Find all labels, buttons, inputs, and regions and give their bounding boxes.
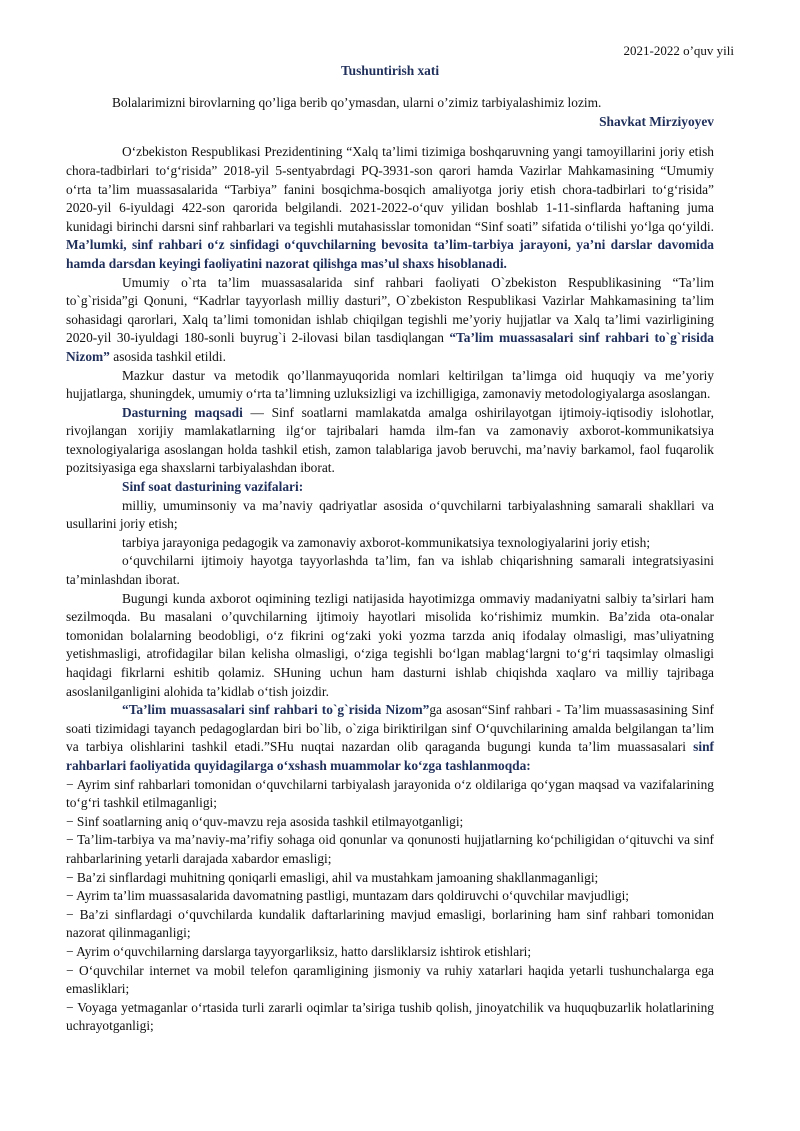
problems-list — [66, 776, 714, 1036]
task-item: milliy, umuminsoniy va ma’naviy qadriyatlar asosida o‘quvchilarni tarbiyalashning samarali shakllari va usullarini joriy etish; — [66, 497, 714, 532]
problem-item: − Ayrim o‘quvchilarning darslarga tayyorgarliksiz, hatto darsliklarsiz ishtirok etishlari; — [66, 943, 532, 959]
problem-item: − Ayrim sinf rahbarlari tomonidan o‘quvchilarni tarbiyalash jarayonida o‘z oldilariga qo‘ygan maqsad va vazifalarining to‘g‘ri tashkil etilmaganligi; — [66, 776, 714, 811]
legal-basis-text: Umumiy o`rta ta’lim muassasalarida sinf rahbari faoliyati O`zbekiston Respublikasining “Ta’lim to`g`risida”gi Qonuni, “Kadrlar tayyorlash milliy dasturi”, O`zbekiston Respublikasi Vazirlar Mahkamasining ta’lim sohasidagi qarorlari, Xalq ta’limi tomonidan ishlab chiqilgan tegishli me’yoriy hujjatlar va Xalq ta’limi vazirligining 2020-yil 30-iyuldagi 180-sonli buyrug`i 2-ilovasi bilan tasdiqlangan — [66, 274, 714, 346]
document-title: Tushuntirish xati — [340, 62, 440, 78]
problem-item: − Ta’lim-tarbiya va ma’naviy-ma’rifiy sohaga oid qonunlar va qonunosti hujjatlarning ko‘pchiligidan o‘qituvchi va sinf rahbarlarining yetarli darajada xabardor emasligi; — [66, 832, 714, 866]
paragraph-goal — [66, 404, 714, 478]
paragraph-intro-emphasis: Ma’lumki, sinf rahbari o‘z sinfidagi o‘quvchilarning bevosita ta’lim-tarbiya jarayoni, ya’ni darslar davomida hamda darsdan keyingi faoliyatini nazorat qilishga mas’ul shaxs hisoblanadi. — [66, 237, 714, 271]
problems-intro: sinf rahbarlari faoliyatida quyidagilarga o‘xshash muammolar ko‘zga tashlanmoqda: — [66, 739, 714, 773]
nizom-title: “Ta’lim muassasalari sinf rahbari to`g`risida Nizom” — [122, 702, 430, 718]
problem-item: − Ayrim ta’lim muassasalarida davomatning pastligi, muntazam dars qoldiruvchi o‘quvchilar mavjudligi; — [66, 888, 630, 904]
paragraph-nizom — [66, 701, 714, 775]
task-item: o‘quvchilarni ijtimoiy hayotga tayyorlashda ta’lim, fan va ishlab chiqarishning samarali integratsiyasini ta’minlashdan iborat. — [66, 553, 714, 588]
epigraph-quote: Bolalarimizni birovlarning qo’liga berib qo’ymasdan, ularni o’zimiz tarbiyalashimiz lozim. — [112, 95, 602, 111]
problem-item: − O‘quvchilar internet va mobil telefon qaramligining jismoniy va ruhiy xatarlari haqida yetarli tushunchalarga ega emasliklari; — [66, 962, 714, 997]
problem-item: − Ba’zi sinflardagi o‘quvchilarda kundalik daftarlarining mavjud emasligi, borlarining ham sinf rahbari tomonidan nazorat qilinmaganligi; — [66, 906, 714, 941]
nizom-text: ga asosan“Sinf rahbari - Ta’lim muassasasining Sinf soati tizimidagi tayanch pedagoglardan biri bo`lib, o`ziga biriktirilgan sinf O‘quvchilarining amalda belgilangan ta’lim va tarbiya olishlarini tashkil etadi.”SHu nuqtai nazardan olib qaraganda bugungi kunda ta’lim muassasalari — [66, 702, 714, 755]
paragraph-intro — [66, 143, 714, 273]
epigraph-author: Shavkat Mirziyoyev — [599, 113, 714, 129]
goal-text: — Sinf soatlarni mamlakatda amalga oshirilayotgan ijtimoiy-iqtisodiy islohotlar, rivojlangan xorijiy mamlakatlarning ilg‘or tajribalari hamda ilm-fan va zamonaviy axborot-kommunikatsiya texnologiyalariga asoslangan holda tashkil etish, zamon talablariga javob beruvchi, ma’naviy barkamol, faol fuqarolik pozitsiyasiga ega shaxslarni tarbiyalashdan iborat. — [66, 404, 714, 476]
academic-year: 2021-2022 o’quv yili — [623, 43, 734, 58]
task-item: tarbiya jarayoniga pedagogik va zamonaviy axborot-kommunikatsiya texnologiyalarini joriy etish; — [122, 534, 651, 550]
legal-basis-nizom: “Ta’lim muassasalari sinf rahbari to`g`risida Nizom” — [66, 330, 714, 364]
goal-label: Dasturning maqsadi — [122, 404, 243, 420]
paragraph-methodology: Mazkur dastur va metodik qo’llanmayuqorida nomlari keltirilgan ta’limga oid huquqiy va me’yoriy hujjatlarga, shuningdek, umumiy o‘rta ta’limning uzluksizligi va izchilligiga, zamonaviy metodologiyalarga asoslangan. — [66, 367, 714, 402]
paragraph-legal-basis — [66, 274, 714, 367]
problem-item: − Ba’zi sinflardagi muhitning qoniqarli emasligi, ahil va mustahkam jamoaning shakllanmaganligi; — [66, 869, 599, 885]
tasks-heading: Sinf soat dasturining vazifalari: — [122, 479, 304, 495]
problem-item: − Voyaga yetmaganlar o‘rtasida turli zararli oqimlar ta’siriga tushib qolish, jinoyatchilik va huquqbuzarlik holatlarining uchrayotganligi; — [66, 999, 714, 1034]
paragraph-intro-text: O‘zbekiston Respublikasi Prezidentining “Xalq ta’limi tizimiga boshqaruvning yangi tamoyillarini joriy etish chora-tadbirlari to‘g‘risida” 2018-yil 5-sentyabrdagi PQ-3931-son qarori hamda Vazirlar Mahkamasining “Umumiy o‘rta ta’lim muassasalarida “Tarbiya” fanini bosqichma-bosqich amaliyotga joriy etish chora-tadbirlari to‘g‘risida” 2020-yil 6-iyuldagi 422-son qarorida belgilandi. 2021-2022-o‘quv yilidan boshlab 1-11-sinflarda haftaning juma kunidagi birinchi darsni sinf rahbarlari va tegishli mutahasisslar tomonidan “Sinf soati” sifatida o‘tilishi yo‘lga qo‘yildi. — [66, 144, 714, 234]
problem-item: − Sinf soatlarning aniq o‘quv-mavzu reja asosida tashkil etilmayotganligi; — [66, 813, 464, 829]
paragraph-context: Bugungi kunda axborot oqimining tezligi natijasida hayotimizga ommaviy madaniyatni salbiy ta’sirlari ham sezilmoqda. Bu masalani o’quvchilarning ijtimoiy hayotlari misolida ko‘rishimiz mumkin. Ba’zida ota-onalar tomonidan bolalarning beodobligi, o‘z fikrini og‘zaki yoki yozma tarzda aniq ifodalay olmasligi, mas’uliyatning yetishmasligi, atrofidagilar bilan kelisha olmasligi, o‘ziga tegishli bo‘lgan mablag‘largni to‘g‘ri taqsimlay olmasligi haqidagi fikrlarni eshitib qolamiz. SHuning uchun ham dasturni ishlab chiqishda xaqlaro va milliy tajribaga asoslanilganligini alohida ta’kidlab o‘tish joizdir. — [66, 590, 714, 699]
legal-basis-end: asosida tashkil etildi. — [113, 348, 226, 364]
